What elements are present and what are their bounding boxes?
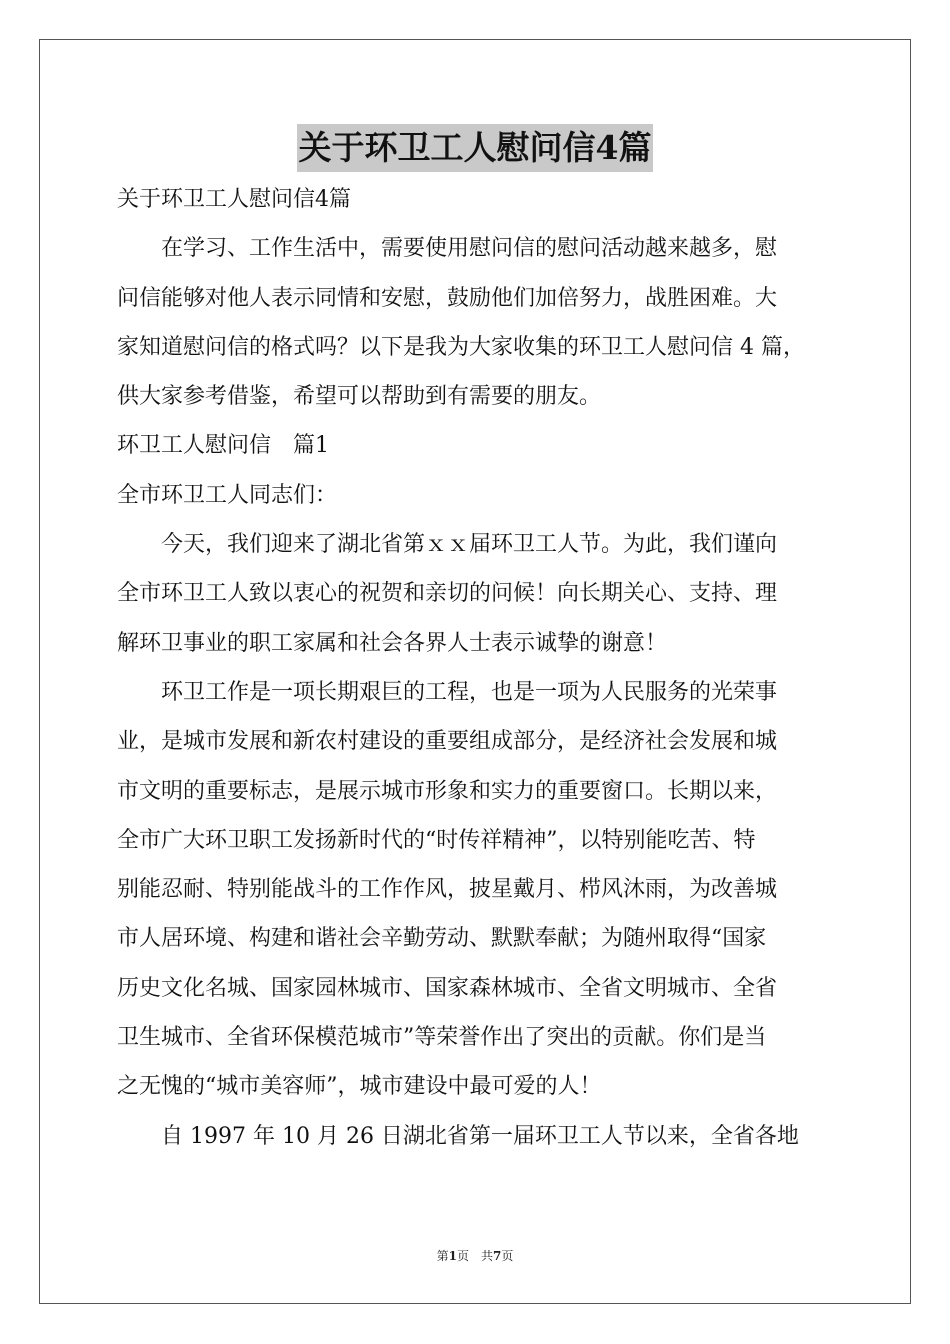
body-line: 市人居环境、构建和谐社会辛勤劳动、默默奉献；为随州取得“国家	[117, 926, 767, 952]
footer-suffix: 页	[501, 1249, 514, 1263]
salutation: 全市环卫工人同志们：	[117, 482, 338, 508]
body-line: 在学习、工作生活中，需要使用慰问信的慰问活动越来越多，慰	[117, 236, 778, 262]
document-title-text: 关于环卫工人慰问信4篇	[297, 124, 654, 172]
body-line: 解环卫事业的职工家属和社会各界人士表示诚挚的谢意！	[117, 630, 668, 656]
body-line: 家知道慰问信的格式吗？以下是我为大家收集的环卫工人慰问信 4 篇，	[117, 334, 805, 360]
document-body	[117, 175, 837, 1161]
body-line: 全市环卫工人致以衷心的祝贺和亲切的问候！向长期关心、支持、理	[117, 581, 778, 607]
body-line: 关于环卫工人慰问信4篇	[117, 187, 351, 212]
body-line: 业，是城市发展和新农村建设的重要组成部分，是经济社会发展和城	[117, 729, 778, 755]
footer-mid: 页 共	[456, 1249, 493, 1263]
body-line: 卫生城市、全省环保模范城市”等荣誉作出了突出的贡献。你们是当	[117, 1025, 767, 1051]
body-line: 别能忍耐、特别能战斗的工作作风，披星戴月、栉风沐雨，为改善城	[117, 877, 778, 903]
body-line: 全市广大环卫职工发扬新时代的“时传祥精神”，以特别能吃苦、特	[117, 827, 756, 853]
body-line: 自 1997 年 10 月 26 日湖北省第一届环卫工人节以来，全省各地	[117, 1123, 799, 1149]
body-line: 今天，我们迎来了湖北省第ｘｘ届环卫工人节。为此，我们谨向	[117, 532, 778, 558]
body-line: 之无愧的“城市美容师”，城市建设中最可爱的人！	[117, 1074, 602, 1100]
body-line: 供大家参考借鉴，希望可以帮助到有需要的朋友。	[117, 384, 602, 410]
body-line: 市文明的重要标志，是展示城市形象和实力的重要窗口。长期以来，	[117, 778, 778, 804]
page-footer	[0, 1247, 950, 1264]
footer-current-page: 1	[448, 1249, 457, 1263]
body-line: 问信能够对他人表示同情和安慰，鼓励他们加倍努力，战胜困难。大	[117, 285, 778, 311]
footer-total-pages: 7	[493, 1249, 502, 1263]
section-heading: 环卫工人慰问信 篇1	[117, 433, 329, 459]
body-line: 历史文化名城、国家园林城市、国家森林城市、全省文明城市、全省	[117, 975, 778, 1001]
footer-prefix: 第	[436, 1249, 449, 1263]
document-title	[0, 124, 950, 172]
body-line: 环卫工作是一项长期艰巨的工程，也是一项为人民服务的光荣事	[117, 679, 778, 705]
